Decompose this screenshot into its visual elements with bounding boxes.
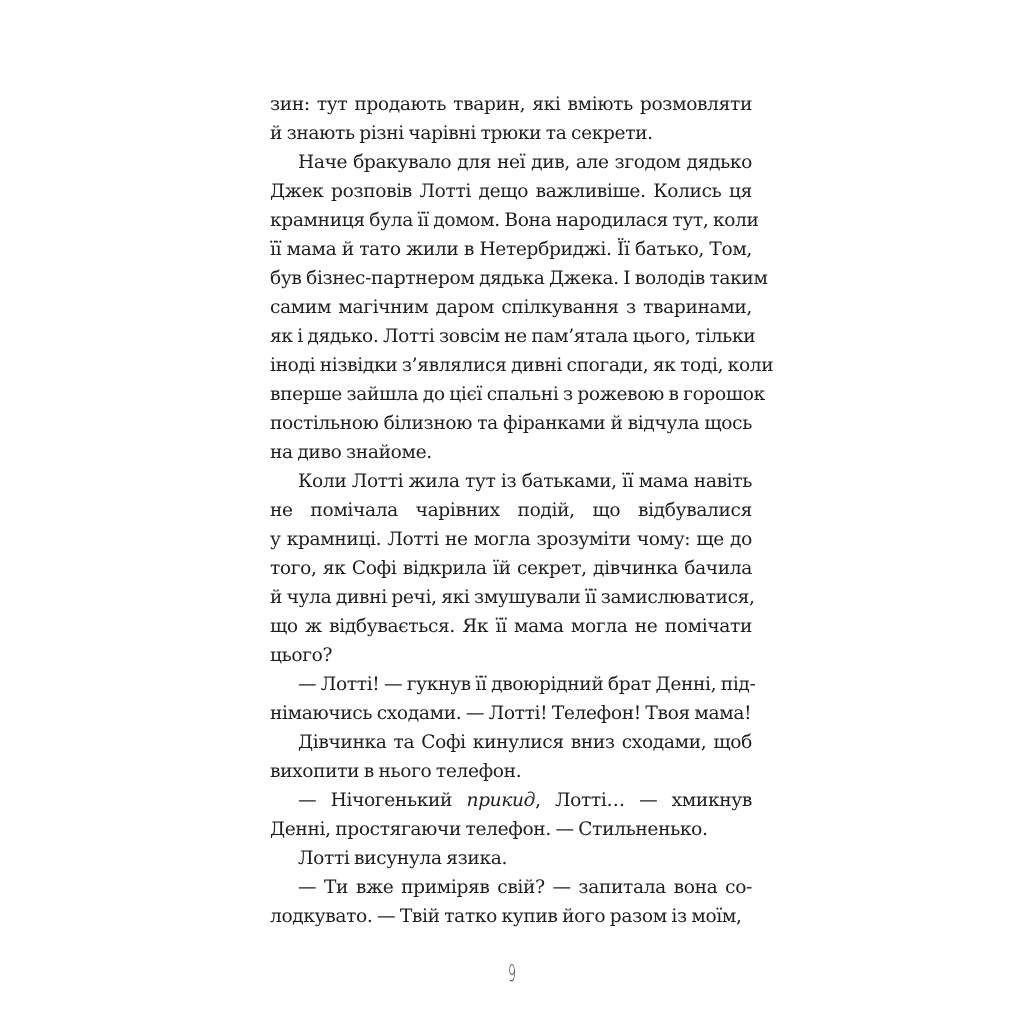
text-line: й знають різні чарівні трюки та секрети. bbox=[270, 123, 653, 144]
text-line: Коли Лотті жила тут із батьками, її мама навіть bbox=[298, 471, 752, 492]
text-line: вихопити в нього телефон. bbox=[270, 761, 522, 782]
text-segment: — Нічогенький bbox=[298, 790, 467, 811]
italic-word: прикид bbox=[466, 790, 536, 811]
text-line: не помічала чарівних подій, що відбувалися bbox=[270, 500, 752, 521]
text-line: того, як Софі відкрила їй секрет, дівчинка бачила bbox=[270, 558, 752, 579]
text-line: — Лотті! — гукнув її двоюрідний брат Денні, під- bbox=[298, 674, 756, 695]
text-line: Денні, простягаючи телефон. — Стильненько. bbox=[270, 819, 708, 840]
text-line: лодкувато. — Твій татко купив його разом із моїм, bbox=[270, 906, 742, 927]
text-line: цього? bbox=[270, 645, 333, 666]
text-line: німаючись сходами. — Лотті! Телефон! Твоя мама! bbox=[270, 703, 752, 724]
page-number: 9 bbox=[508, 962, 516, 987]
text-line: іноді нізвідки з’являлися дивні спогади, як тоді, коли bbox=[270, 355, 774, 376]
text-line bbox=[270, 786, 752, 815]
text-line: самим магічним даром спілкування з тваринами, bbox=[270, 297, 752, 318]
text-line: — Ти вже приміряв свій? — запитала вона со- bbox=[298, 877, 752, 898]
text-line: Лотті висунула язика. bbox=[298, 848, 508, 869]
text-line: був бізнес-партнером дядька Джека. І володів таким bbox=[270, 268, 768, 289]
text-line: як і дядько. Лотті зовсім не пам’ятала цього, тільки bbox=[270, 326, 756, 347]
text-line: постільною білизною та фіранками й відчула щось bbox=[270, 413, 752, 434]
text-line: її мама й тато жили в Нетербриджі. Її батько, Том, bbox=[270, 239, 752, 260]
text-line: у крамниці. Лотті не могла зрозуміти чому: ще до bbox=[270, 529, 752, 550]
text-line: Наче бракувало для неї див, але згодом дядько bbox=[298, 152, 752, 173]
page-body bbox=[270, 90, 774, 931]
text-line: Дівчинка та Софі кинулися вниз сходами, щоб bbox=[298, 732, 752, 753]
text-line: що ж відбувається. Як її мама могла не помічати bbox=[270, 616, 752, 637]
text-line: Джек розповів Лотті дещо важливіше. Колись ця bbox=[270, 181, 752, 202]
text-line: вперше зайшла до цієї спальні з рожевою в горошок bbox=[270, 384, 765, 405]
text-line: крамниця була її домом. Вона народилася тут, коли bbox=[270, 210, 759, 231]
text-line: зин: тут продають тварин, які вміють розмовляти bbox=[270, 94, 752, 115]
text-line: на диво знайоме. bbox=[270, 442, 432, 463]
text-line: й чула дивні речі, які змушували її замислюватися, bbox=[270, 587, 755, 608]
text-segment: , Лотті… — хмикнув bbox=[535, 790, 752, 811]
